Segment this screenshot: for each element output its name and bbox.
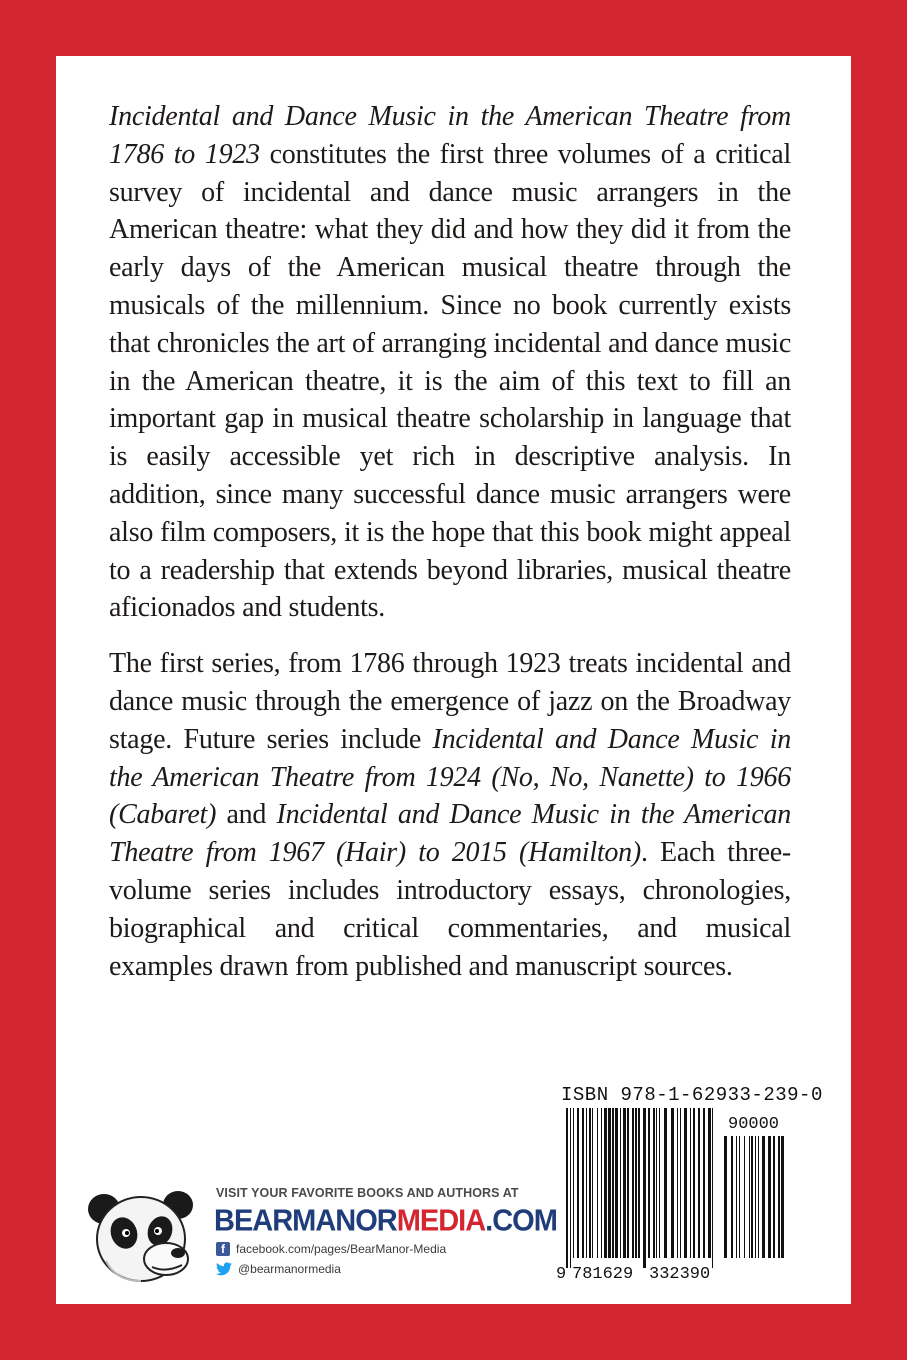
barcode-bar: [638, 1108, 640, 1258]
barcode-bar: [623, 1108, 626, 1258]
barcode-bar: [712, 1108, 713, 1268]
barcode-bar: [656, 1108, 657, 1258]
facebook-url: facebook.com/pages/BearManor-Media: [236, 1242, 447, 1256]
barcode-bar: [570, 1108, 571, 1268]
barcode-bar: [731, 1136, 733, 1258]
barcode-bar: [653, 1108, 655, 1258]
barcode-bar: [755, 1136, 756, 1258]
publisher-link[interactable]: [214, 1203, 557, 1239]
barcode-bar: [582, 1108, 584, 1258]
barcode-bar: [744, 1136, 745, 1258]
barcode-bar: [573, 1108, 574, 1258]
barcode-bar: [736, 1136, 737, 1258]
paragraph-1: [109, 98, 791, 627]
ean-right-digits: 332390: [649, 1265, 711, 1284]
barcode-bar: [608, 1108, 611, 1258]
barcode-bar: [698, 1108, 700, 1258]
twitter-handle: @bearmanormedia: [238, 1262, 341, 1276]
price-code: 90000: [728, 1115, 780, 1134]
barcode-bar: [703, 1108, 705, 1258]
twitter-link[interactable]: [216, 1262, 341, 1276]
paragraph-2: [109, 645, 791, 985]
barcode: [556, 1106, 786, 1286]
barcode-bar: [586, 1108, 587, 1258]
barcode-bar: [577, 1108, 579, 1258]
blurb: [109, 98, 791, 985]
barcode-bar: [589, 1108, 591, 1258]
barcode-bar: [677, 1108, 678, 1258]
visit-text: VISIT YOUR FAVORITE BOOKS AND AUTHORS AT: [216, 1186, 519, 1200]
barcode-bar: [648, 1108, 650, 1258]
barcode-bar: [620, 1108, 621, 1258]
barcode-bar: [693, 1108, 695, 1258]
paragraph-2-text-2: and: [216, 799, 277, 831]
barcode-bar: [597, 1108, 598, 1258]
barcode-bar: [749, 1136, 750, 1258]
series-title-2: Incidental and Dance Music in the American Theatre from 1924 (No, No, Nanette) to 1966 (Cabaret): [109, 723, 791, 831]
barcode-bar: [604, 1108, 607, 1258]
paragraph-1-text: constitutes the first three volumes of a critical survey of incidental and dance music arrangers in the American theatre: what they did and how they did it from the early days of the American musical theatre through the musicals of the millennium. Since no book currently exists that chronicles the art of arranging incidental and dance music in the American theatre, it is the aim of this text to fill an important gap in musical theatre scholarship in language that is easily accessible yet rich in descriptive analysis. In addition, since many successful dance music arrangers were also film composers, it is the hope that this book might appeal to a readership that extends beyond libraries, musical theatre aficionados and students.: [109, 138, 791, 624]
brand-bearmanor: BEARMANOR: [214, 1204, 397, 1238]
brand-com: .COM: [485, 1204, 557, 1238]
barcode-bar: [635, 1108, 637, 1258]
isbn-text: ISBN 978-1-62933-239-0: [561, 1084, 823, 1106]
barcode-bar: [680, 1108, 681, 1258]
barcode-bar: [632, 1108, 634, 1258]
barcode-bars-addon: [724, 1136, 784, 1258]
ean-left-digits: 781629: [572, 1265, 634, 1284]
facebook-link[interactable]: [216, 1242, 446, 1256]
back-cover: [56, 56, 851, 1304]
barcode-bar: [724, 1136, 727, 1258]
barcode-bar: [690, 1108, 691, 1258]
series-title-3: Incidental and Dance Music in the American Theatre from 1967 (Hair) to 2015 (Hamilton): [109, 799, 791, 869]
barcode-bar: [671, 1108, 674, 1258]
barcode-bar: [773, 1136, 775, 1258]
barcode-bar: [684, 1108, 687, 1258]
barcode-bar: [751, 1136, 753, 1258]
barcode-bar: [659, 1108, 660, 1258]
barcode-bar: [612, 1108, 614, 1258]
barcode-bar: [643, 1108, 646, 1268]
barcode-bar: [601, 1108, 602, 1258]
barcode-bar: [762, 1136, 765, 1258]
twitter-icon: [216, 1262, 232, 1276]
barcode-bar: [781, 1136, 784, 1258]
barcode-bar: [592, 1108, 593, 1258]
barcode-bar: [758, 1136, 759, 1258]
barcode-bar: [615, 1108, 618, 1258]
barcode-bar: [768, 1136, 771, 1258]
barcode-bar: [627, 1108, 629, 1258]
ean-first-digit: 9: [556, 1265, 567, 1284]
barcode-bars-main: [566, 1108, 713, 1268]
barcode-bar: [708, 1108, 711, 1258]
barcode-bar: [739, 1136, 740, 1258]
facebook-icon: f: [216, 1242, 230, 1256]
barcode-bar: [566, 1108, 568, 1268]
barcode-bar: [778, 1136, 780, 1258]
paragraph-2-text-1: The first series, from 1786 through 1923 treats incidental and dance music through the emergence of jazz on the Broadway stage. Future series include: [109, 648, 791, 755]
barcode-bar: [664, 1108, 667, 1258]
brand-media: MEDIA: [396, 1204, 486, 1238]
panda-icon: [86, 1181, 198, 1291]
paragraph-2-text-3: . Each three-volume series includes introductory essays, chronologies, biographical and critical commentaries, and musical examples drawn from published and manuscript sources.: [109, 837, 791, 982]
book-title: Incidental and Dance Music in the American Theatre from 1786 to 1923: [109, 101, 791, 170]
